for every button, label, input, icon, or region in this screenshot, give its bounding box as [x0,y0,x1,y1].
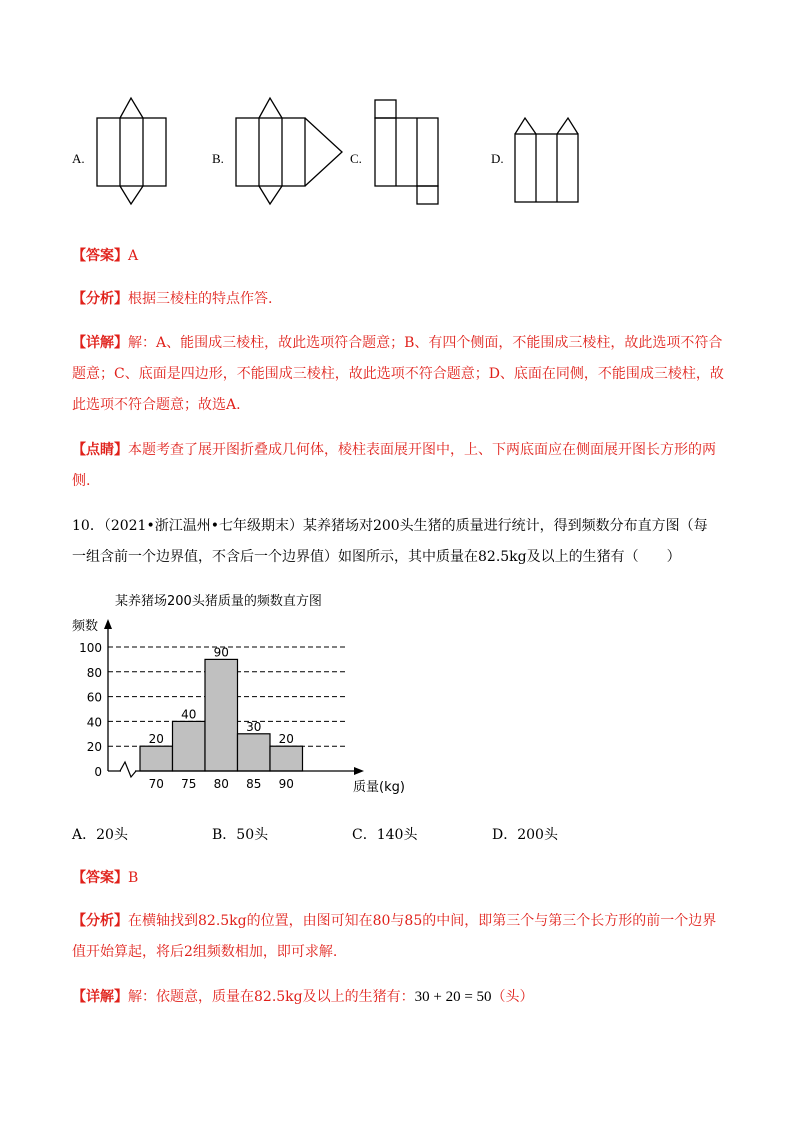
detail-9 [72,328,732,421]
net-b-figure [236,98,342,204]
net-c-figure [375,100,438,204]
choice-a-letter: A． [72,827,97,843]
bar-value-label: 40 [181,707,197,722]
choice-b-letter: B． [212,827,237,843]
histogram-bar [238,734,271,771]
detail-10-formula: 30 + 20 = 50 [414,989,492,1005]
chart-title: 某养猪场200头猪质量的频数直方图 [115,594,322,609]
comment-tag: 【点睛】 [72,442,128,458]
histogram [60,585,430,800]
net-d-figure [515,118,578,202]
y-axis-arrow [104,619,112,629]
detail-10 [72,982,732,1013]
choice-c-text: 140头 [376,827,418,843]
question-line-1: 10．（2021•浙江温州•七年级期末）某养猪场对200头生猪的质量进行统计，得到频数分布直方图（每 [72,518,708,534]
x-tick-label: 80 [213,777,229,791]
choice-a-text: 20头 [96,827,128,843]
x-tick-label: 85 [246,777,262,791]
analysis-9 [72,284,272,315]
y-tick-label: 40 [86,715,102,730]
answer-10-text: B [128,870,139,886]
bar-value-label: 20 [148,732,164,747]
x-axis-arrow [354,767,364,775]
analysis-10 [72,906,732,968]
detail-10-tag: 【详解】 [72,989,128,1005]
answer-10 [72,863,138,894]
choice-d-text: 200头 [517,827,558,843]
answer-choices-10 [72,820,672,851]
bar-value-label: 30 [246,719,262,734]
analysis-text: 根据三棱柱的特点作答. [128,291,273,307]
x-tick-label: 70 [148,777,164,791]
question-line-2: 一组含前一个边界值，不含后一个边界值）如图所示，其中质量在82.5kg及以上的生猪有（ ） [72,549,681,565]
y-axis-label: 频数 [72,619,99,634]
histogram-bar [205,659,238,771]
comment-line-1 [72,435,732,466]
detail-line-3: 此选项不符合题意；故选A. [72,397,241,413]
comment-text-1: 本题考查了展开图折叠成几何体，棱柱表面展开图中，上、下两底面应在侧面展开图长方形的两 [128,442,716,458]
histogram-svg [60,585,430,800]
answer-tag: 【答案】 [72,248,128,264]
choice-d-letter: D． [492,827,518,843]
y-tick-label: 100 [79,641,102,655]
analysis-10-tag: 【分析】 [72,913,128,929]
y-tick-label: 20 [86,740,102,755]
net-figures-svg [60,90,600,220]
analysis-10-line-1 [72,906,732,937]
detail-10-unit: （头） [491,989,534,1005]
analysis-10-text-1: 在横轴找到82.5kg的位置，由图可知在80与85的中间，即第三个与第三个长方形的前一个边界 [128,913,717,929]
histogram-bar [173,721,206,771]
comment-9 [72,435,732,497]
bar-value-label: 90 [213,645,229,660]
y-tick-label: 80 [86,665,102,680]
x-tick-label: 75 [181,777,197,791]
detail-10-text: 解：依题意，质量在82.5kg及以上的生猪有： [128,989,415,1005]
choice-d [492,820,558,851]
choice-c [352,820,417,851]
option-a-label: A. [72,151,85,166]
answer-text: A [128,248,139,264]
axis-break [120,762,136,777]
choice-b [212,820,268,851]
histogram-bar [140,746,173,771]
option-b-label: B. [212,151,224,166]
bar-value-label: 20 [278,732,294,747]
option-c-label: C. [350,151,362,166]
y-tick-label: 60 [86,690,102,705]
question-10 [72,511,732,573]
y-tick-label: 0 [94,765,102,779]
detail-line-2: 题意；C、底面是四边形，不能围成三棱柱，故此选项不符合题意；D、底面在同侧，不能围成三棱柱，故 [72,366,724,382]
comment-line-2: 侧. [72,473,91,489]
choice-b-text: 50头 [236,827,269,843]
analysis-tag: 【分析】 [72,291,128,307]
histogram-bar [270,746,303,771]
analysis-10-line-2: 值开始算起，将后2组频数相加，即可求解. [72,944,338,960]
net-a-figure [97,98,166,204]
net-figures [60,90,600,220]
answer-10-tag: 【答案】 [72,870,128,886]
x-axis-label: 质量(kg) [353,780,405,795]
detail-text-1: 解：A、能围成三棱柱，故此选项符合题意；B、有四个侧面，不能围成三棱柱，故此选项不符合 [128,335,723,351]
choice-c-letter: C． [352,827,377,843]
x-tick-label: 90 [278,777,294,791]
answer-9 [72,241,138,272]
detail-line-1 [72,328,732,359]
choice-a [72,820,128,851]
option-d-label: D. [491,151,504,166]
detail-tag: 【详解】 [72,335,128,351]
